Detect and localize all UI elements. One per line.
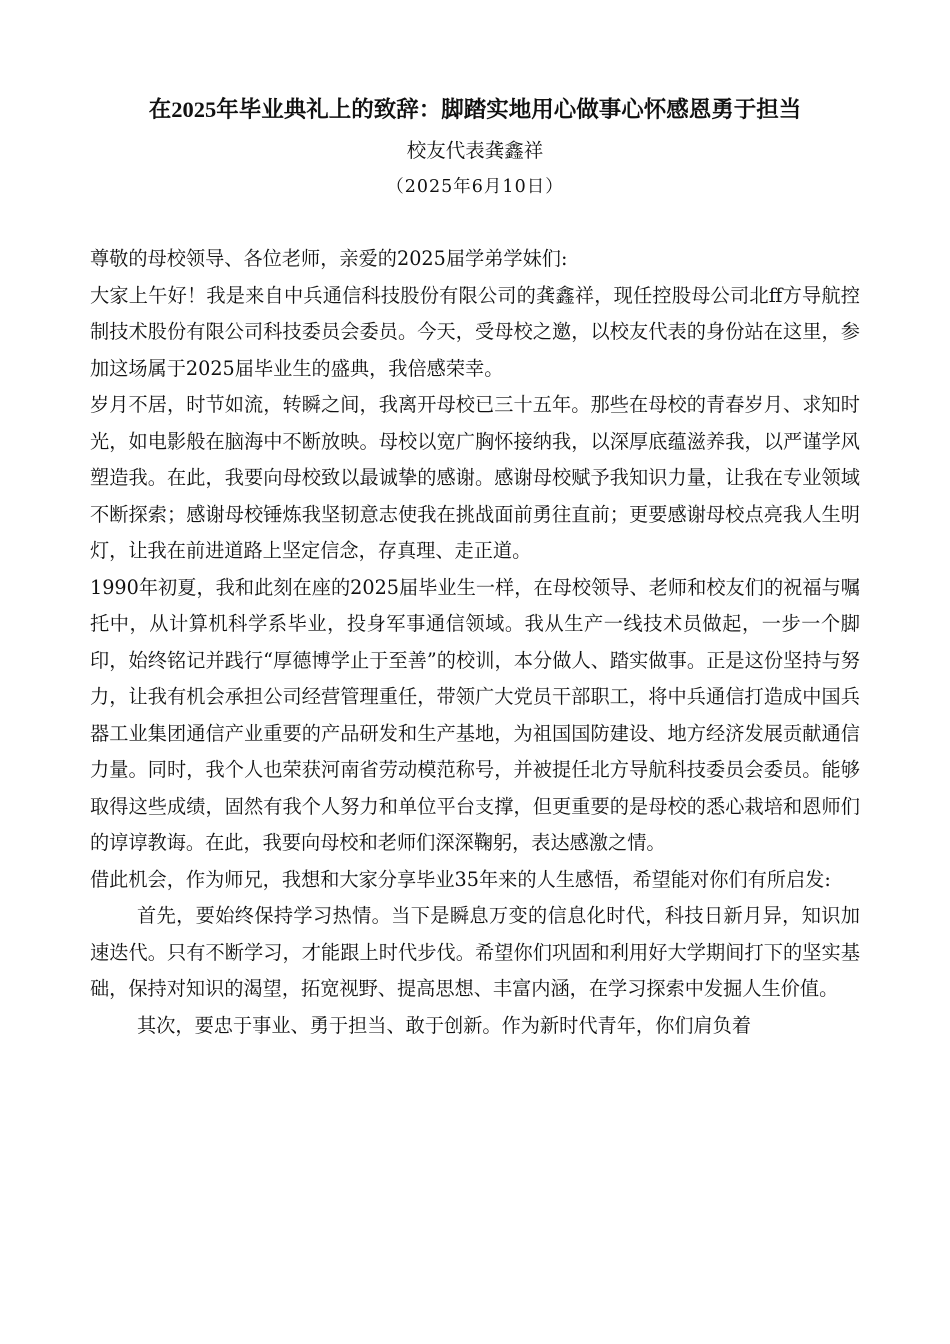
paragraph: 首先，要始终保持学习热情。当下是瞬息万变的信息化时代，科技日新月异，知识加速迭代。只有不断学习，才能跟上时代步伐。希望你们巩固和利用好大学期间打下的坚实基础，保持对知识的渴望，拓宽视野、提高思想、丰富内涵，在学习探索中发掘人生价值。 — [90, 904, 860, 1000]
document-body — [90, 241, 860, 1044]
paragraph-salutation: 尊敬的母校领导、各位老师，亲爱的2025届学弟学妹们: — [90, 247, 568, 270]
paragraph: 1990年初夏，我和此刻在座的2025届毕业生一样，在母校领导、老师和校友们的祝福与嘱托中，从计算机科学系毕业，投身军事通信领域。我从生产一线技术员做起，一步一个脚印，始终铭记并践行“厚德博学止于至善”的校训，本分做人、踏实做事。正是这份坚持与努力，让我有机会承担公司经营管理重任，带领广大党员干部职工，将中兵通信打造成中国兵器工业集团通信产业重要的产品研发和生产基地，为祖国国防建设、地方经济发展贡献通信力量。同时，我个人也荣获河南省劳动模范称号，并被提任北方导航科技委员会委员。能够取得这些成绩，固然有我个人努力和单位平台支撑，但更重要的是母校的悉心栽培和恩师们的谆谆教诲。在此，我要向母校和老师们深深鞠躬，表达感激之情。 — [90, 575, 860, 854]
document-date: （2025年6月10日） — [386, 177, 564, 197]
paragraph: 大家上午好！我是来自中兵通信科技股份有限公司的龚鑫祥，现任控股母公司北ff方导航控制技术股份有限公司科技委员会委员。今天，受母校之邀，以校友代表的身份站在这里，参加这场属于2025届毕业生的盛典，我倍感荣幸。 — [90, 283, 860, 380]
paragraph: 借此机会，作为师兄，我想和大家分享毕业35年来的人生感悟，希望能对你们有所启发: — [90, 867, 831, 891]
paragraph: 其次，要忠于事业、勇于担当、敢于创新。作为新时代青年，你们肩负着 — [137, 1013, 752, 1037]
paragraph: 岁月不居，时节如流，转瞬之间，我离开母校已三十五年。那些在母校的青春岁月、求知时光，如电影般在脑海中不断放映。母校以宽广胸怀接纳我，以深厚底蕴滋养我，以严谨学风塑造我。在此，我要向母校致以最诚挚的感谢。感谢母校赋予我知识力量，让我在专业领域不断探索；感谢母校锤炼我坚韧意志使我在挑战面前勇往直前；更要感谢母校点亮我人生明灯，让我在前进道路上坚定信念，存真理、走正道。 — [90, 393, 860, 562]
document-author: 校友代表龚鑫祥 — [406, 139, 544, 162]
document-title: 在2025年毕业典礼上的致辞：脚踏实地用心做事心怀感恩勇于担当 — [148, 97, 802, 122]
